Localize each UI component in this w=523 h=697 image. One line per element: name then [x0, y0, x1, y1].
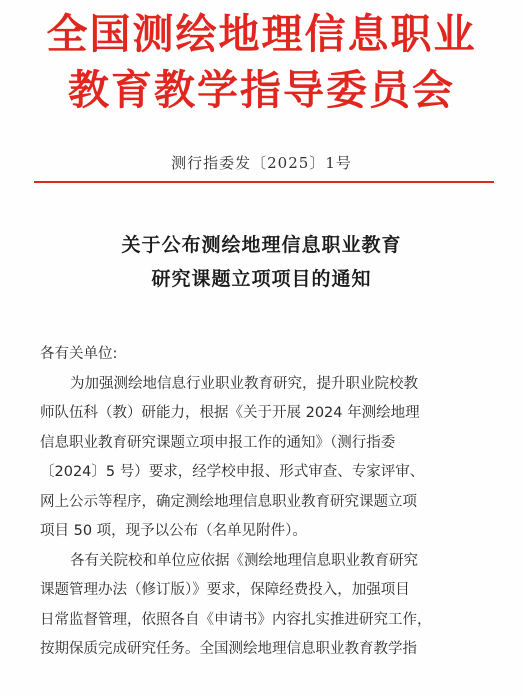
body-line: 日常监督管理，依照各自《申请书》内容扎实推进研究工作， [40, 611, 432, 628]
issuer-header [0, 6, 523, 118]
document-title-line-2: 研究课题立项项目的通知 [151, 268, 372, 290]
body-line: 项目 50 项，现予以公布（名单见附件）。 [40, 523, 307, 539]
document-body [40, 340, 500, 665]
body-line: 网上公示等程序，确定测绘地理信息职业教育研究课题立项 [40, 493, 417, 510]
body-line: 课题管理办法（修订版）》要求，保障经费投入，加强项目 [40, 582, 410, 598]
body-line: 信息职业教育研究课题立项申报工作的通知》（测行指委 [40, 434, 396, 451]
body-line: 按期保质完成研究任务。全国测绘地理信息职业教育教学指 [40, 641, 417, 657]
body-line: 各有关院校和单位应依据《测绘地理信息职业教育研究 [70, 552, 418, 569]
issuer-header-line-1: 全国测绘地理信息职业 [46, 10, 477, 58]
body-line: 〔2024〕5 号）要求，经学校申报、形式审查、专家评审、 [40, 464, 425, 480]
salutation: 各有关单位: [40, 346, 118, 362]
document-title [0, 228, 523, 296]
body-line: 师队伍科（教）研能力，根据《关于开展 2024 年测绘地理 [40, 405, 420, 421]
red-divider-line [34, 181, 494, 183]
document-number: 测行指委发〔2025〕1号 [171, 154, 352, 172]
issuer-header-line-2: 教育教学指导委员会 [68, 66, 455, 114]
body-line: 为加强测绘地信息行业职业教育研究，提升职业院校教 [70, 375, 418, 392]
document-title-line-1: 关于公布测绘地理信息职业教育 [121, 234, 402, 256]
